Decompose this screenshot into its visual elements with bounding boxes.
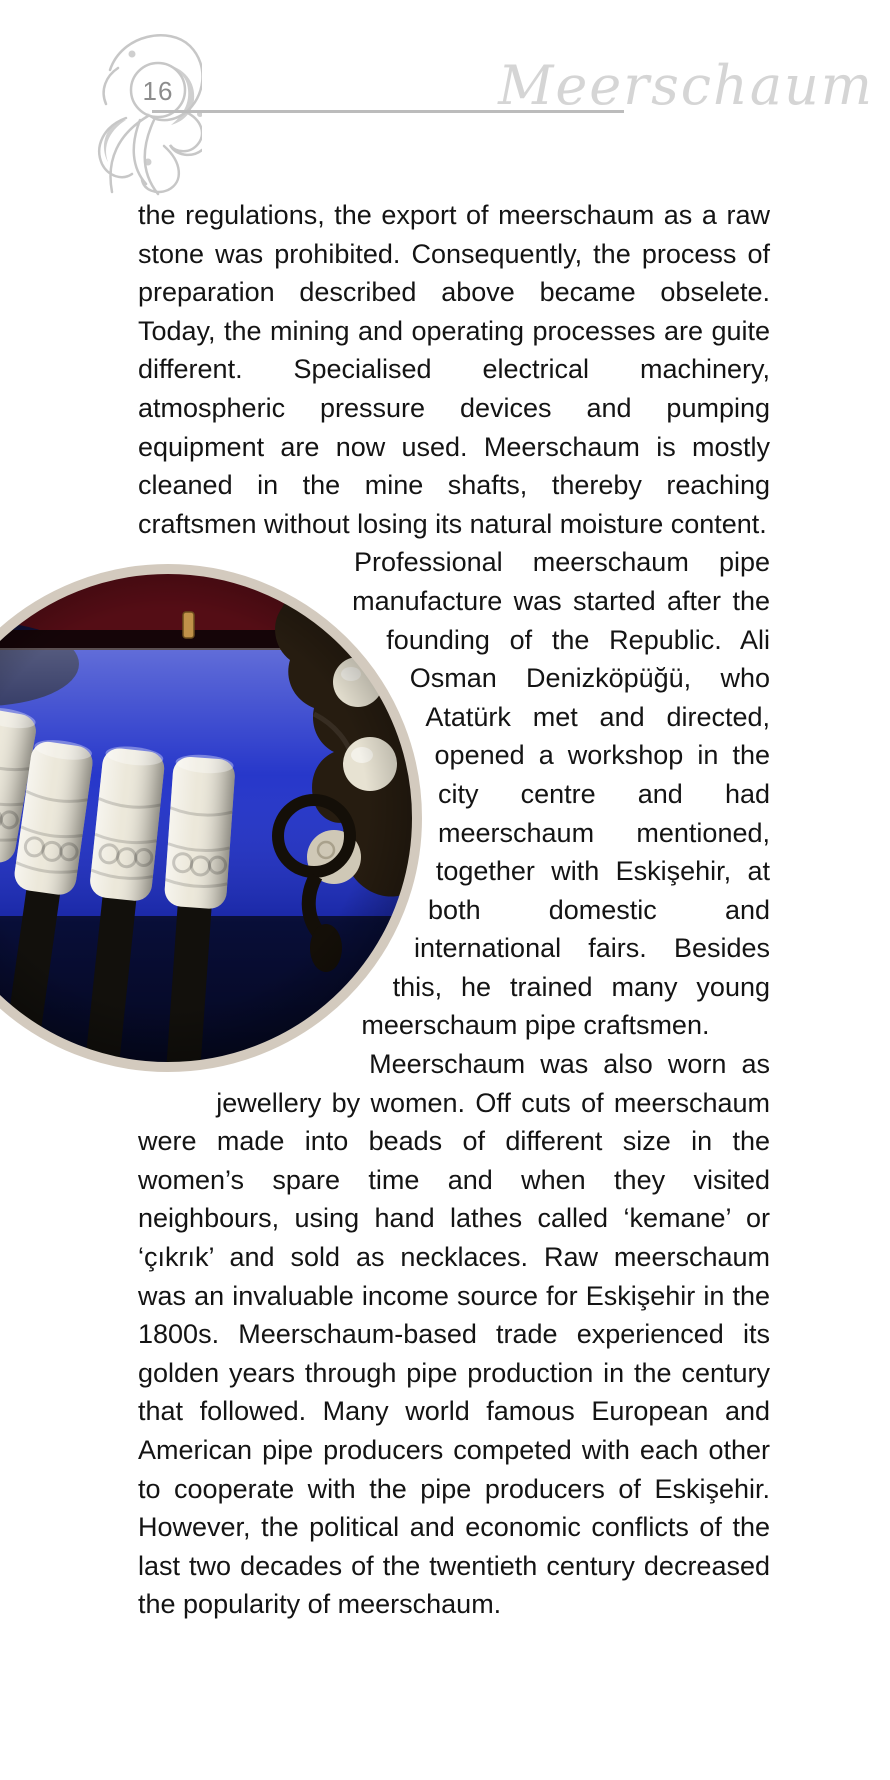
paragraph-regulations: the regulations, the export of meerschaum as a raw stone was prohibited. Consequently, the process of preparation described above became obselete. Today, the mining and operating processes are guite different. Specialised electrical machinery, atmospheric pressure devices and pumping equipment are now used. Meerschaum is mostly cleaned in the mine shafts, thereby reaching craftsmen without losing its natural moisture content. bbox=[138, 200, 770, 539]
paragraph-jewellery-trade: Meerschaum was also worn as jewellery by women. Off cuts of meerschaum were made into beads of different size in the women’s spare time and when they visited neighbours, using hand lathes called ‘kemane’ or ‘çıkrık’ and sold as necklaces. Raw meerschaum was an invaluable income source for Eskişehir in the 1800s. Meerschaum-based trade experienced its golden years through pipe production in the century that followed. Many world famous European and American pipe producers competed with each other to cooperate with the pipe producers of Eskişehir. However, the political and economic conflicts of the last two decades of the twentieth century decreased the popularity of meerschaum. bbox=[138, 1049, 770, 1620]
page-number: 16 bbox=[142, 76, 174, 106]
chapter-title-script: Meerschaum bbox=[498, 54, 874, 117]
paragraph-professional-manufacture: Professional meerschaum pipe manufacture was started after the founding of the Republic. Ali Osman Denizköpüğü, who Atatürk met and directed, opened a workshop in the city centre and had meerschaum mentioned, together with Eskişehir, at both domestic and international fairs. Besides this, he trained many young meerschaum pipe craftsmen. bbox=[352, 547, 770, 1041]
